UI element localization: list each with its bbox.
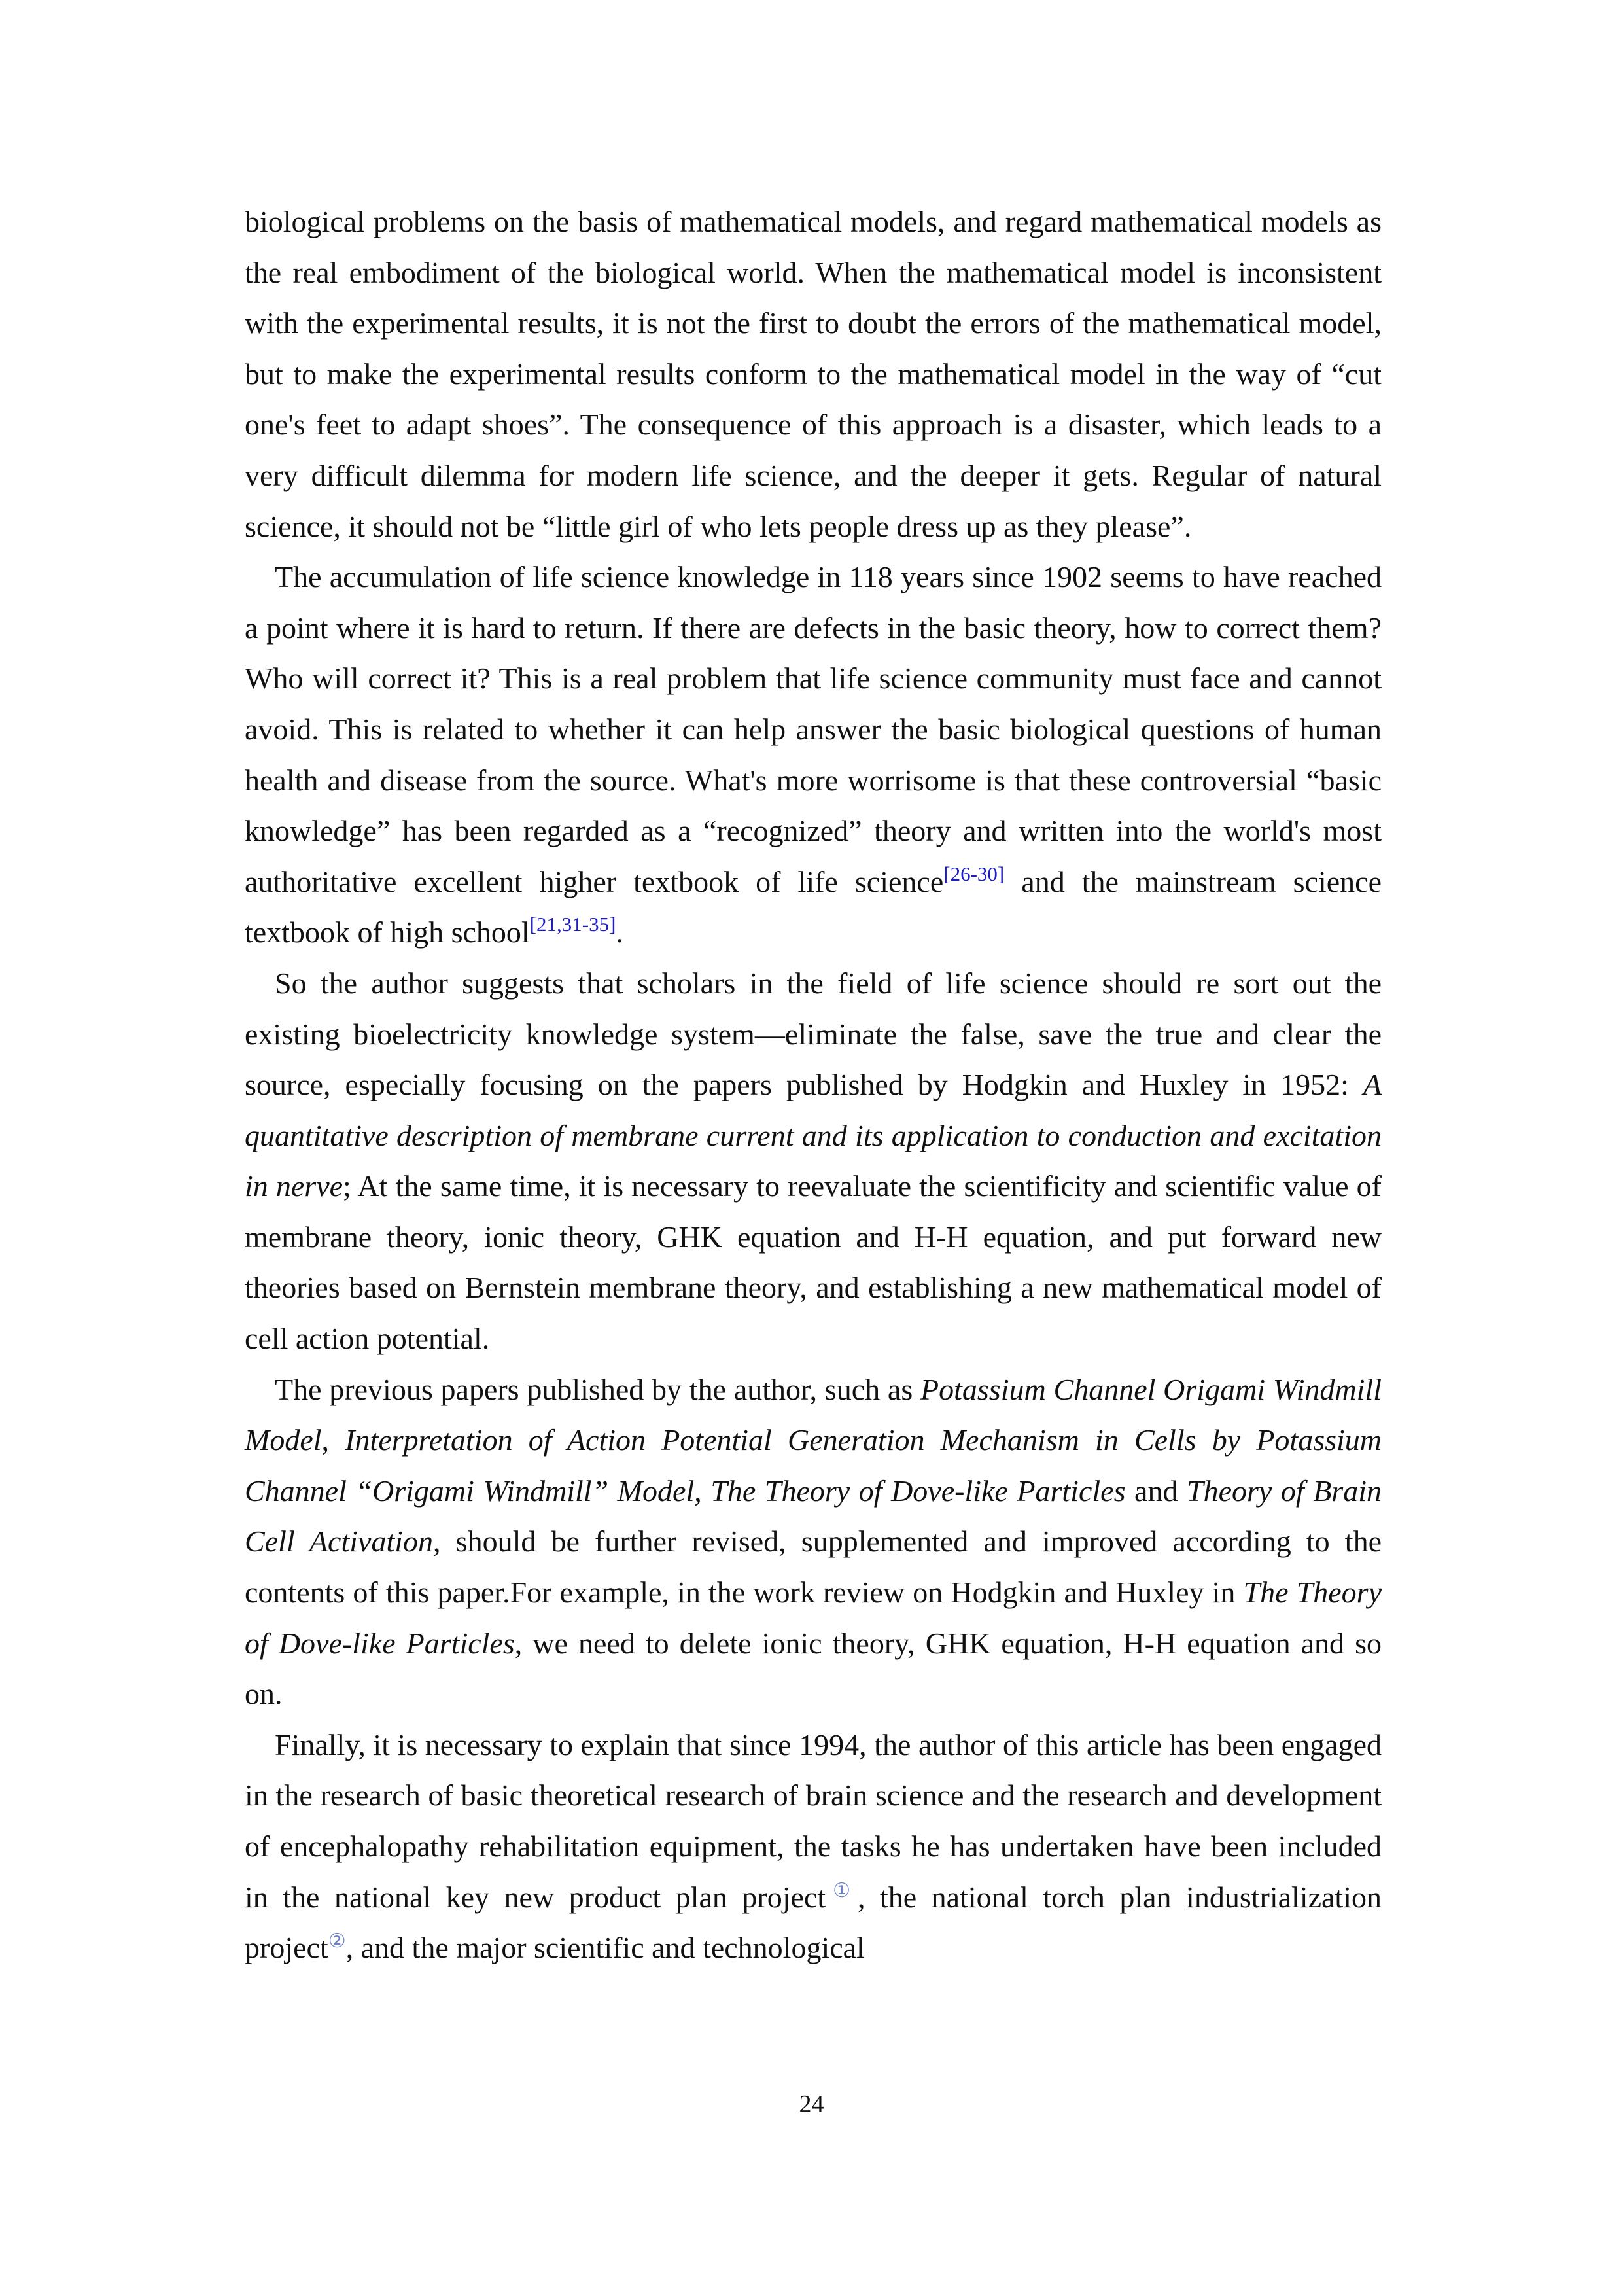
footnote-marker-2[interactable]: ②	[328, 1930, 346, 1952]
paragraph-4-text-cont: , should be further revised, supplemented and improved according to the contents of this paper.For example, in the work review on Hodgkin and Huxley in	[245, 1525, 1382, 1610]
paragraph-3-text-cont: ; At the same time, it is necessary to reevaluate the scientificity and scientific value of membrane theory, ionic theory, GHK equation and H-H equation, and put forward new theories based on Bernstein membrane theory, and establishing a new mathematical model of cell action potential.	[245, 1169, 1382, 1356]
paper-title-dove-like-particles: The Theory of Dove-like Particles	[710, 1474, 1126, 1508]
citation-21-31-35[interactable]: [21,31-35]	[529, 913, 616, 936]
paragraph-3	[245, 958, 1382, 1364]
paragraph-2-text: The accumulation of life science knowledge in 118 years since 1902 seems to have reached a point where it is hard to return. If there are defects in the basic theory, how to correct them? Who will correct it? This is a real problem that life science community must face and cannot avoid. This is related to whether it can help answer the basic biological questions of human health and disease from the source. What's more worrisome is that these controversial “basic knowledge” has been regarded as a “recognized” theory and written into the world's most authoritative excellent higher textbook of life science	[245, 560, 1382, 898]
paragraph-4-end: , we need to delete ionic theory, GHK equation, H-H equation and so on.	[245, 1626, 1382, 1711]
paper-title-dove-like-particles-2: The Theory of Dove-like Particles	[245, 1576, 1382, 1660]
paragraph-4-text: The previous papers published by the author, such as	[275, 1372, 921, 1406]
page-number: 24	[799, 2091, 824, 2118]
paragraph-2	[245, 552, 1382, 958]
paragraph-2-end: .	[616, 915, 623, 949]
paragraph-5-text-cont: , the national torch plan industrialization project	[245, 1880, 1382, 1965]
separator: and	[1125, 1474, 1187, 1508]
paragraph-5-end: , and the major scientific and technological	[345, 1931, 865, 1965]
paragraph-1	[245, 196, 1382, 552]
paper-title-brain-cell-activation: Theory of Brain Cell Activation	[245, 1474, 1382, 1559]
separator: ,	[694, 1474, 711, 1508]
paragraph-5-text: Finally, it is necessary to explain that since 1994, the author of this article has been engaged in the research of basic theoretical research of brain science and the research and development of encephalopathy rehabilitation equipment, the tasks he has undertaken have been included in the national key new product plan project	[245, 1727, 1382, 1914]
footnote-marker-1[interactable]: ①	[826, 1879, 858, 1901]
paper-title-origami-windmill: Potassium Channel Origami Windmill Model	[245, 1372, 1382, 1457]
citation-26-30[interactable]: [26-30]	[943, 862, 1005, 885]
paragraph-1-text: biological problems on the basis of mathematical models, and regard mathematical models as the real embodiment of the biological world. When the mathematical model is inconsistent with the experimental results, it is not the first to doubt the errors of the mathematical model, but to make the experimental results conform to the mathematical model in the way of “cut one's feet to adapt shoes”. The consequence of this approach is a disaster, which leads to a very difficult dilemma for modern life science, and the deeper it gets. Regular of natural science, it should not be “little girl of who lets people dress up as they please”.	[245, 205, 1382, 543]
body-text	[245, 196, 1382, 1973]
separator: ,	[321, 1423, 345, 1457]
paragraph-4	[245, 1364, 1382, 1720]
paper-title-action-potential: Interpretation of Action Potential Generation Mechanism in Cells by Potassium Channel “Origami Windmill” Model	[245, 1423, 1382, 1508]
paper-title-hodgkin-huxley: A quantitative description of membrane current and its application to conduction and excitation in nerve	[245, 1068, 1382, 1203]
paragraph-2-text-cont: and the mainstream science textbook of high school	[245, 864, 1382, 949]
paragraph-5	[245, 1720, 1382, 1973]
paragraph-3-text: So the author suggests that scholars in the field of life science should re sort out the existing bioelectricity knowledge system—eliminate the false, save the true and clear the source, especially focusing on the papers published by Hodgkin and Huxley in 1952:	[245, 966, 1382, 1102]
